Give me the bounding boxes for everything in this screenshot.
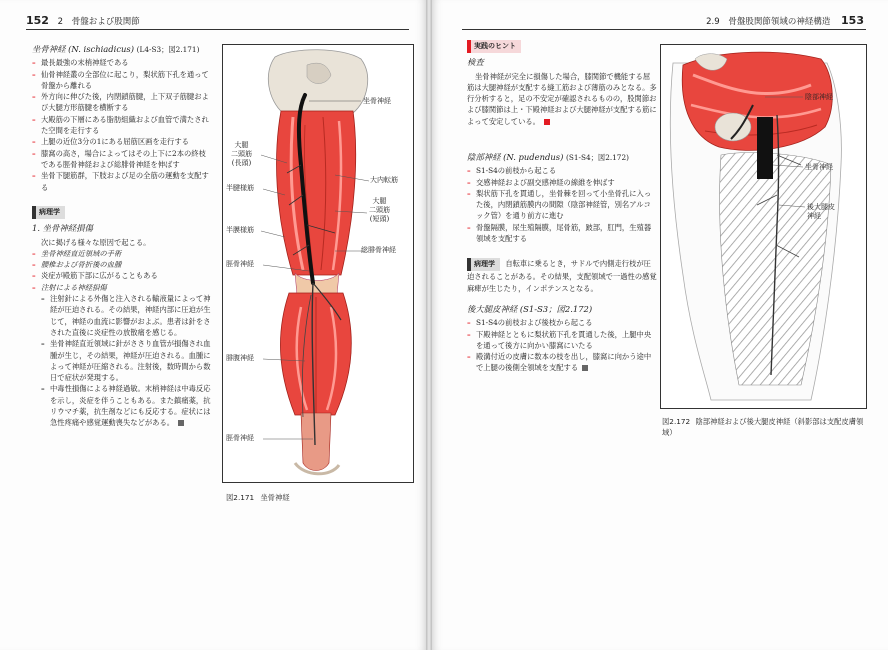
list-item: – 膝窩の高さ，場合によってはその上下に2本の終枝である脛骨神経および総腓骨神経を伸ばす	[32, 148, 210, 171]
hip-illustration	[661, 45, 866, 408]
header-rule	[462, 29, 866, 30]
list-item: – 注射針による外傷と注入される輸液量によって神経が圧迫される。その結果，神経内部に圧迫が生じて，神経の血流に影響がおよぶ。患者は針をさされた直後に炎症性の放散痛を感じる。	[41, 293, 216, 338]
title-text: 陰部神経 (N. pudendus)	[467, 152, 564, 162]
chapter-title: 骨盤および股関節	[71, 17, 140, 27]
left-header	[26, 14, 140, 27]
list-item: – 坐骨神経直近領域の手術	[32, 248, 216, 259]
caption-text: 坐骨神経	[260, 493, 290, 502]
hint-badge: 実践のヒント	[467, 40, 521, 53]
pathology-badge: 病理学	[32, 206, 65, 219]
section-title: 1. 坐骨神経損傷	[32, 223, 93, 234]
list-item: – 注射による神経損傷	[32, 282, 216, 293]
caption-number: 図2.171	[226, 493, 255, 502]
chapter-number: 2	[57, 17, 64, 27]
pathology-text: 自転車に乗るとき，サドルで内側走行枝が圧迫されることがある。その結果，支配領域で一過性の感覚麻痺が生じたり，インポテンスとなる。	[467, 259, 657, 293]
injury-section	[32, 206, 216, 429]
list-item: – 骨盤隔膜，尿生殖隔膜，尾骨筋，跛部，肛門，生殖器領域を支配する	[467, 222, 657, 245]
figure-ref: (S1-S4；図2.172)	[566, 153, 629, 162]
sciatic-list	[32, 57, 210, 193]
title-text: 坐骨神経 (N. ischiadicus)	[32, 44, 134, 54]
list-item: – 仙骨神経叢の全部位に起こり，梨状筋下孔を通って骨盤から離れる	[32, 69, 210, 92]
hint-section	[467, 40, 657, 127]
right-header	[706, 14, 864, 27]
left-page	[0, 0, 426, 650]
label-common-peroneal: 総腓骨神経	[361, 246, 396, 254]
label-post-cutaneous: 後大腿皮 神経	[807, 203, 835, 220]
post-cutaneous-section	[467, 304, 657, 374]
list-item: – 中毒性損傷による神経過敏。末梢神経は中毒反応を示し，炎症を伴うこともある。また鎮痛薬，抗リウマチ薬，抗生剤などにも反応する。症状には急性疼痛や感覚運動喪失などがある。	[41, 383, 216, 428]
page-number: 152	[26, 14, 49, 27]
label-tibial-lower: 脛骨神経	[226, 434, 254, 442]
end-mark	[544, 119, 550, 125]
injury-sub-list	[32, 293, 216, 429]
list-item: – 最長最強の末梢神経である	[32, 57, 210, 68]
caption-text: 陰部神経および後大腿皮神経（斜影部は支配皮膚領域）	[662, 417, 864, 437]
section-title	[32, 44, 210, 55]
figure-caption	[662, 416, 867, 438]
section-title: 後大腿皮神経 (S1-S3；図2.172)	[467, 304, 593, 314]
pudendal-pathology	[467, 258, 657, 294]
caption-number: 図2.172	[662, 417, 691, 426]
list-item: – 殿溝付近の皮膚に数本の枝を出し，膝窩に向かう途中で上腿の後側全領域を支配する	[467, 351, 657, 374]
hint-body: 坐骨神経が完全に損傷した場合，膝関節で機能する屈筋は大腿神経が支配する縫工筋および薄筋のみとなる。多行分析すると，足の不安定が確認されるものの，股関節および膝関節は上・下殿神経および大腿神経が支配する筋によって安定している。	[467, 71, 657, 126]
label-biceps-long: 大腿 二頭筋 (長頭)	[231, 141, 252, 167]
label-biceps-short: 大腿 二頭筋 (短頭)	[369, 197, 390, 223]
section-title: 骨盤股関節領域の神経構造	[728, 17, 831, 27]
figure-2-171	[222, 44, 414, 483]
list-item: – 坐骨神経直近領域に針がささり血管が損傷され血腫が生じ，その結果，神経が圧迫される。血腫によって神経が圧縮される。注射後，数時間から数日で症状が発現する。	[41, 338, 216, 383]
right-page	[432, 0, 888, 650]
hint-title: 検査	[467, 57, 484, 68]
page-number: 153	[841, 14, 864, 27]
list-item: – S1-S4の前枝から起こる	[467, 165, 657, 176]
list-item: – S1-S4の前枝および後枝から起こる	[467, 317, 657, 328]
list-item: – 外方向に伸びた後，内閉鎖筋腱，上下双子筋腱および大腿方形筋腱を横断する	[32, 91, 210, 114]
section-title	[467, 152, 657, 163]
label-sciatic: 坐骨神経	[363, 97, 391, 105]
label-semimembranosus: 半膜様筋	[226, 226, 254, 234]
pudendal-section	[467, 152, 657, 244]
label-pudendal: 陰部神経	[805, 93, 833, 101]
list-item: – 大殿筋の下層にある脂肪組織および血管で満たされた空間を走行する	[32, 114, 210, 137]
list-item: – 梨状筋下孔を貫通し，坐骨棘を回って小坐骨孔に入った後，内閉鎖筋膜内の間隙（陰部神経管，別名アルコック管）を通り前方に進む	[467, 188, 657, 222]
end-mark	[582, 365, 588, 371]
pathology-badge: 病理学	[467, 258, 500, 271]
list-item: – 炎症が殿筋下部に広がることもある	[32, 270, 216, 281]
injury-list	[32, 248, 216, 293]
figure-2-172	[660, 44, 867, 409]
label-sciatic: 坐骨神経	[805, 163, 833, 171]
header-rule	[26, 29, 409, 30]
list-item: – 坐骨下腿筋群，下肢および足の全筋の運動を支配する	[32, 170, 210, 193]
figure-ref: (L4-S3；図2.171)	[136, 45, 200, 54]
label-adductor-magnus: 大内転筋	[370, 176, 398, 184]
list-item: – 下殿神経とともに梨状筋下孔を貫通した後，上腿中央を通って後方に向かい膝窩にいたる	[467, 329, 657, 352]
end-mark	[178, 420, 184, 426]
pudendal-list	[467, 165, 657, 244]
intro-text: 次に掲げる様々な原因で起こる。	[41, 237, 151, 247]
label-sural: 腓腹神経	[226, 354, 254, 362]
section-number: 2.9	[706, 17, 720, 27]
post-cutaneous-list	[467, 317, 657, 373]
list-item: – 上腿の近位3分の1にある屈筋区画を走行する	[32, 136, 210, 147]
figure-caption	[226, 492, 290, 503]
label-tibial: 脛骨神経	[226, 260, 254, 268]
label-semitendinosus: 半腱様筋	[226, 184, 254, 192]
list-item: – 腰椎および骨折後の血腫	[32, 259, 216, 270]
sciatic-section	[32, 44, 210, 193]
list-item: – 交感神経および副交感神経の線維を伸ばす	[467, 177, 657, 188]
